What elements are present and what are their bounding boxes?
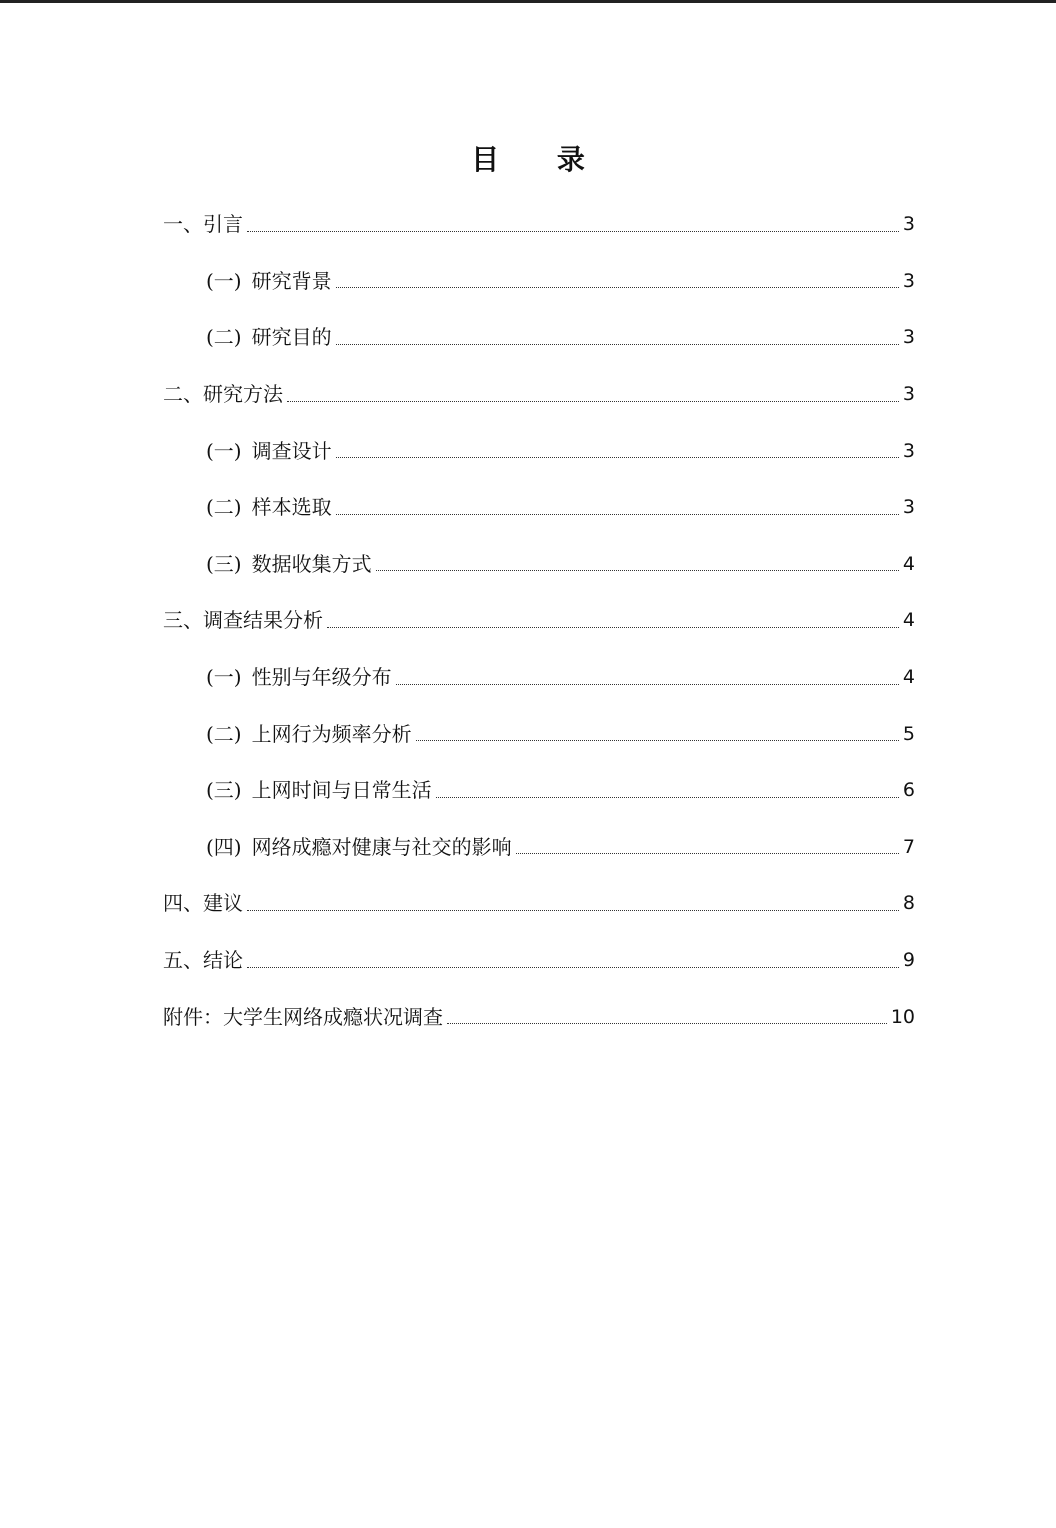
toc-entry-text: 上网时间与日常生活 xyxy=(251,778,432,803)
toc-dot-leader xyxy=(416,740,899,741)
toc-dot-leader xyxy=(447,1023,887,1024)
toc-entry[interactable] xyxy=(0,253,1056,310)
toc-dot-leader xyxy=(327,627,899,628)
toc-entry-text: 网络成瘾对健康与社交的影响 xyxy=(251,834,512,859)
toc-entry-number: 三、 xyxy=(163,608,203,633)
toc-entry-text: 大学生网络成瘾状况调查 xyxy=(223,1004,443,1029)
toc-page-number: 4 xyxy=(902,552,915,575)
toc-dot-leader xyxy=(336,457,899,458)
toc-entry[interactable] xyxy=(0,479,1056,536)
toc-entry-label xyxy=(163,380,283,408)
toc-entry-text: 引言 xyxy=(203,212,243,237)
toc-entry-number: 五、 xyxy=(163,948,203,973)
toc-entry[interactable] xyxy=(0,875,1056,932)
toc-dot-leader xyxy=(247,231,899,232)
toc-entry-number: 一、 xyxy=(163,212,203,237)
toc-entry-label xyxy=(163,946,243,974)
toc-page-number: 3 xyxy=(902,439,915,462)
toc-entry-label xyxy=(206,720,412,748)
toc-entry-label xyxy=(163,210,243,238)
toc-entry[interactable] xyxy=(0,196,1056,253)
toc-entry-label xyxy=(206,833,512,861)
toc-entry-number: (一) xyxy=(206,665,242,690)
toc-entry[interactable] xyxy=(0,422,1056,479)
toc-entry-number: (二) xyxy=(206,721,242,746)
toc-entry[interactable] xyxy=(0,536,1056,593)
toc-page-number: 3 xyxy=(902,496,915,519)
toc-entry-text: 调查结果分析 xyxy=(203,608,323,633)
toc-entry-number: (二) xyxy=(206,495,242,520)
toc-page-number: 4 xyxy=(902,666,915,689)
toc-page-number: 6 xyxy=(902,779,915,802)
toc-dot-leader xyxy=(247,910,899,911)
toc-entry[interactable] xyxy=(0,705,1056,762)
toc-title: 目 录 xyxy=(471,143,609,176)
toc-page-number: 3 xyxy=(902,269,915,292)
toc-entry-number: (四) xyxy=(206,834,242,859)
toc-entry-text: 结论 xyxy=(203,948,243,973)
toc-entry[interactable] xyxy=(0,592,1056,649)
toc-entry-number: 四、 xyxy=(163,891,203,916)
top-border xyxy=(0,0,1056,3)
toc-entry-label xyxy=(206,323,332,351)
toc-dot-leader xyxy=(376,570,899,571)
toc-entry-text: 建议 xyxy=(203,891,243,916)
toc-entry-number: 二、 xyxy=(163,382,203,407)
toc-entry[interactable] xyxy=(0,932,1056,989)
toc-dot-leader xyxy=(436,797,899,798)
toc-entry-text: 上网行为频率分析 xyxy=(251,721,412,746)
toc-entry-label xyxy=(206,437,332,465)
toc-dot-leader xyxy=(287,401,899,402)
toc-entry-label xyxy=(206,776,432,804)
toc-entry[interactable] xyxy=(0,819,1056,876)
toc-entry-text: 样本选取 xyxy=(251,495,332,520)
toc-entry-label xyxy=(163,606,323,634)
toc-page-number: 3 xyxy=(902,213,915,236)
toc-dot-leader xyxy=(516,853,899,854)
toc-dot-leader xyxy=(336,344,899,345)
toc-page-number: 3 xyxy=(902,326,915,349)
toc-entry[interactable] xyxy=(0,988,1056,1045)
toc-entry-number: (一) xyxy=(206,268,242,293)
toc-page-number: 4 xyxy=(902,609,915,632)
toc-entry-text: 调查设计 xyxy=(251,438,332,463)
toc-entry-number: (三) xyxy=(206,778,242,803)
toc-entry[interactable] xyxy=(0,366,1056,423)
toc-page-number: 3 xyxy=(902,383,915,406)
toc-page-number: 9 xyxy=(902,949,915,972)
toc-entry-label xyxy=(206,663,392,691)
toc-entry-number: 附件： xyxy=(163,1004,223,1029)
toc-entry[interactable] xyxy=(0,309,1056,366)
toc-entry-text: 性别与年级分布 xyxy=(251,665,392,690)
toc-entry[interactable] xyxy=(0,762,1056,819)
toc-entry-label xyxy=(163,889,243,917)
toc-entry-number: (一) xyxy=(206,438,242,463)
toc-entry-label xyxy=(163,1003,443,1031)
toc-page-number: 7 xyxy=(902,835,915,858)
toc-page-number: 10 xyxy=(890,1005,915,1028)
toc-dot-leader xyxy=(336,287,899,288)
toc-entry-text: 研究目的 xyxy=(251,325,332,350)
toc-entry-text: 数据收集方式 xyxy=(251,551,372,576)
toc-dot-leader xyxy=(247,967,899,968)
toc-list xyxy=(0,196,1056,1045)
toc-entry-text: 研究背景 xyxy=(251,268,332,293)
toc-page-number: 5 xyxy=(902,722,915,745)
toc-page-number: 8 xyxy=(902,892,915,915)
toc-entry[interactable] xyxy=(0,649,1056,706)
toc-entry-text: 研究方法 xyxy=(203,382,283,407)
toc-entry-number: (二) xyxy=(206,325,242,350)
toc-entry-label xyxy=(206,493,332,521)
toc-entry-label xyxy=(206,267,332,295)
toc-entry-label xyxy=(206,550,372,578)
toc-entry-number: (三) xyxy=(206,551,242,576)
toc-dot-leader xyxy=(336,514,899,515)
toc-dot-leader xyxy=(396,684,899,685)
